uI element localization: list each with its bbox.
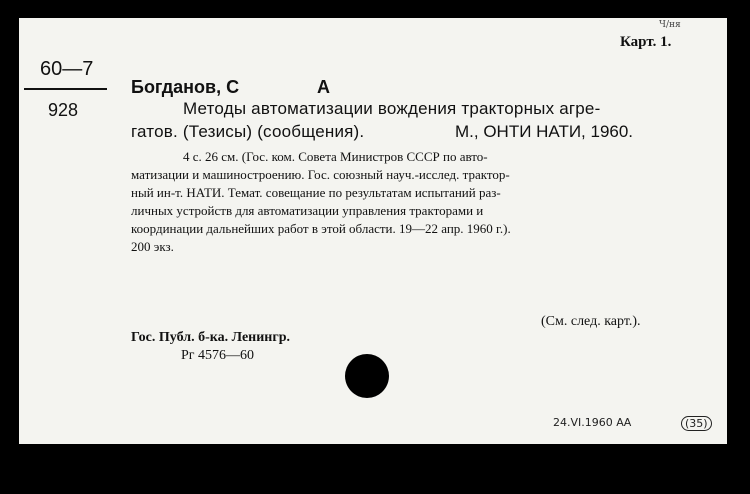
corner-scribble: Ч/ня [659,20,681,30]
continuation-note: (См. след. карт.). [541,314,641,329]
author-name: Богданов, С [131,77,240,97]
library-code: Рг 4576—60 [181,348,255,363]
card-number: Карт. 1. [620,34,672,50]
accession-number: 928 [48,100,79,120]
description-line: 200 экз. [131,239,174,254]
library-name: Гос. Публ. б-ка. Ленингр. [131,330,291,345]
title-line-2: гатов. (Тезисы) (сообщения). [131,122,365,141]
description-line: личных устройств для автоматизации управления тракторами и [131,203,484,218]
description-line: ный ин-т. НАТИ. Темат. совещание по результатам испытаний раз- [131,185,501,200]
description-line: координации дальнейших работ в этой области. 19—22 апр. 1960 г.). [131,221,511,236]
description-line: 4 с. 26 см. (Гос. ком. Совета Министров СССР по авто- [183,149,488,164]
imprint: М., ОНТИ НАТИ, 1960. [455,122,634,141]
date-stamp: 24.VI.1960 АА [553,416,632,429]
stamp-number: (35) [681,416,712,431]
punch-hole [345,354,389,398]
catalog-card [19,18,727,444]
title-line-1: Методы автоматизации вождения тракторных агре- [183,99,601,118]
description-line: матизации и машиностроению. Гос. союзный науч.-исслед. трактор- [131,167,510,182]
author-initial-extra: А [317,77,330,97]
classification-number: 60—7 [40,58,94,80]
classification-rule [24,88,107,90]
